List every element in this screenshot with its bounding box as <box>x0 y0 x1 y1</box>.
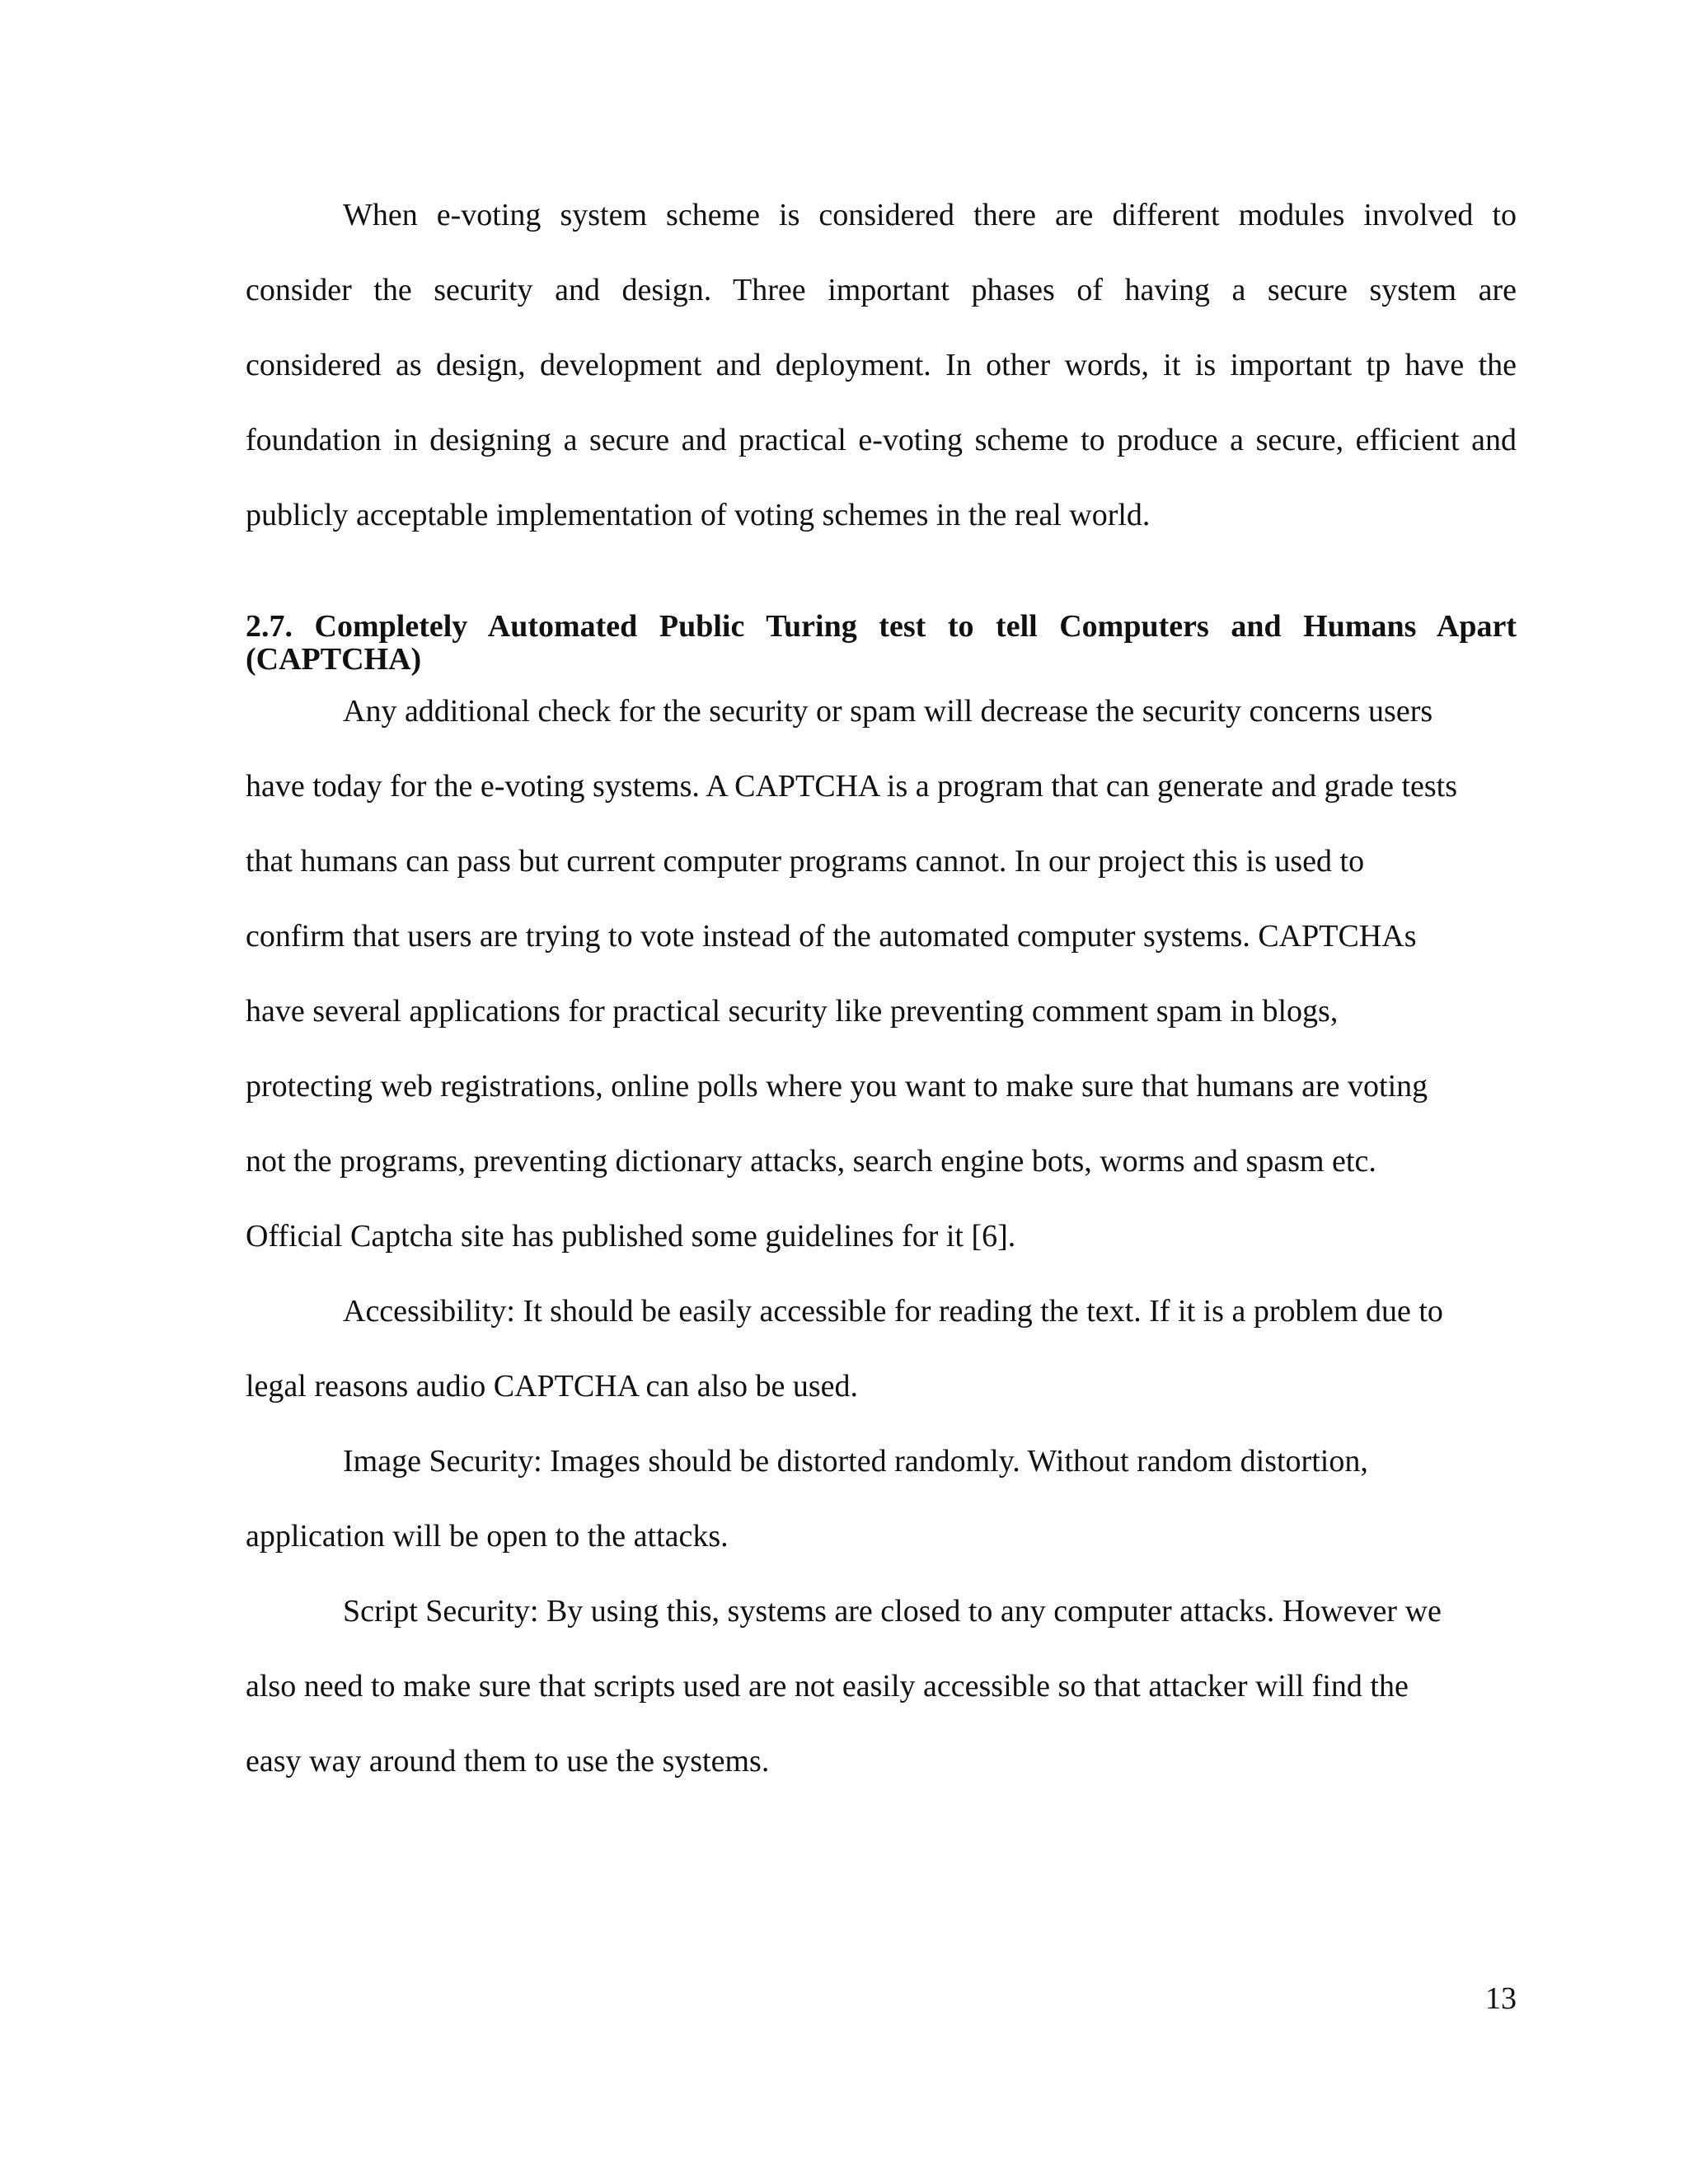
page-number: 13 <box>1485 1981 1517 2016</box>
text-line: considered as design, development and deployment. In other words, it is important tp have the <box>246 348 1517 382</box>
text-line: Image Security: Images should be distorted randomly. Without random distortion, <box>343 1444 1368 1479</box>
text-line: foundation in designing a secure and practical e-voting scheme to produce a secure, efficient and <box>246 423 1517 457</box>
text-line: have today for the e-voting systems. A CAPTCHA is a program that can generate and grade tests <box>246 769 1458 804</box>
text-line: publicly acceptable implementation of voting schemes in the real world. <box>246 498 1151 532</box>
section-heading-line-2: (CAPTCHA) <box>246 642 422 677</box>
text-line: also need to make sure that scripts used are not easily accessible so that attacker will find the <box>246 1669 1409 1704</box>
text-line: legal reasons audio CAPTCHA can also be used. <box>246 1369 858 1404</box>
text-line: not the programs, preventing dictionary attacks, search engine bots, worms and spasm etc. <box>246 1144 1376 1179</box>
text-line: Official Captcha site has published some guidelines for it [6]. <box>246 1219 1016 1254</box>
text-line: consider the security and design. Three important phases of having a secure system are <box>246 273 1517 307</box>
text-line: easy way around them to use the systems. <box>246 1744 770 1779</box>
text-line: Script Security: By using this, systems are closed to any computer attacks. However we <box>343 1594 1442 1629</box>
text-line: confirm that users are trying to vote instead of the automated computer systems. CAPTCHAs <box>246 919 1417 954</box>
text-line: that humans can pass but current computer programs cannot. In our project this is used to <box>246 844 1365 879</box>
text-line: Accessibility: It should be easily accessible for reading the text. If it is a problem due to <box>343 1294 1443 1329</box>
text-line: have several applications for practical security like preventing comment spam in blogs, <box>246 994 1339 1029</box>
section-heading-line-1: 2.7. Completely Automated Public Turing test to tell Computers and Humans Apart <box>246 609 1517 644</box>
text-line: When e-voting system scheme is considered there are different modules involved to <box>343 198 1517 232</box>
text-line: application will be open to the attacks. <box>246 1519 729 1554</box>
text-line: protecting web registrations, online polls where you want to make sure that humans are voting <box>246 1069 1428 1104</box>
text-line: Any additional check for the security or spam will decrease the security concerns users <box>343 694 1433 729</box>
section-heading <box>246 610 1517 676</box>
